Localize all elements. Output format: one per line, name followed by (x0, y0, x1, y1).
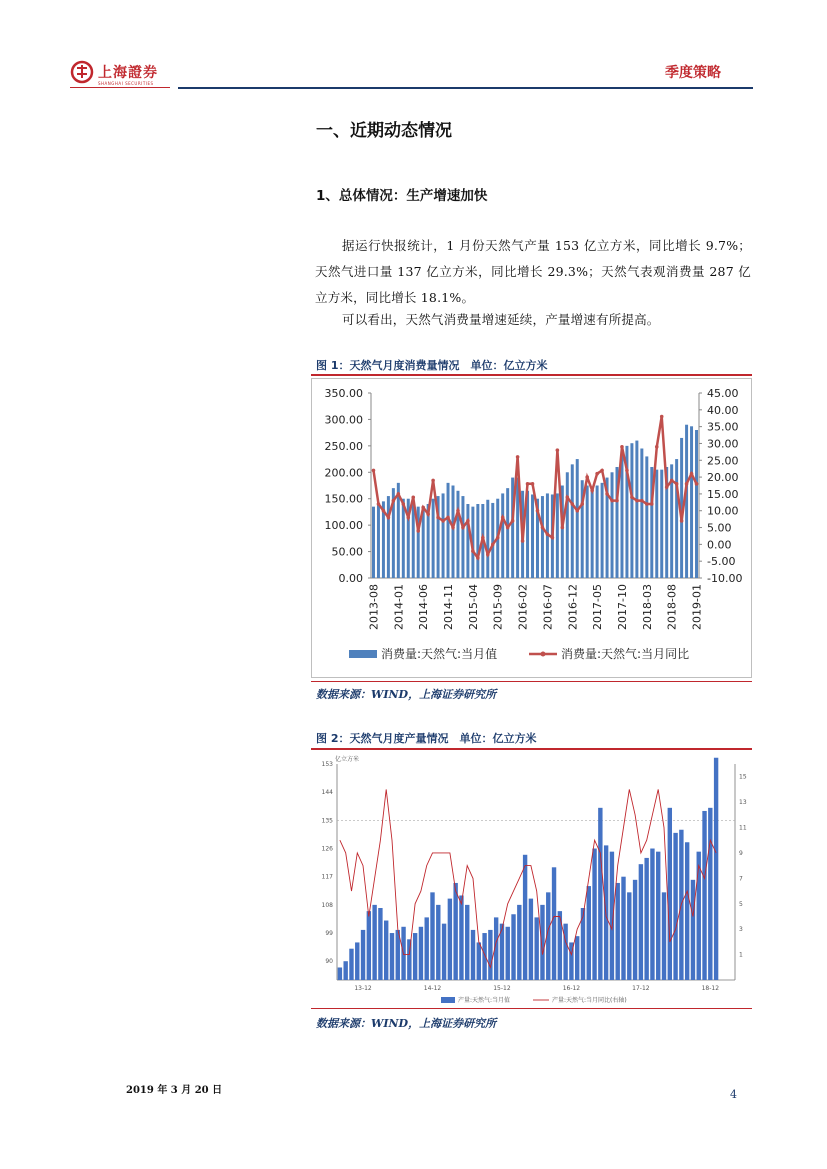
x-tick-label: 2014-06 (417, 584, 431, 630)
x-tick-label: 2016-02 (516, 584, 530, 630)
bar (419, 927, 423, 980)
y-left-tick: 300.00 (324, 413, 363, 427)
line-point (551, 536, 555, 540)
line-point (441, 519, 445, 523)
bar (465, 905, 469, 980)
section-subtitle: 1、总体情况：生产增速加快 (316, 188, 488, 204)
bar (413, 933, 417, 980)
bar (442, 493, 445, 578)
bar (668, 808, 672, 980)
bar (372, 905, 376, 980)
line-point (680, 519, 684, 523)
y-left-tick: 100.00 (324, 519, 363, 533)
bar (338, 967, 342, 980)
line-point (466, 519, 470, 523)
bar (675, 459, 678, 578)
line-point (590, 489, 594, 493)
bar (685, 425, 688, 578)
line-point (402, 502, 406, 506)
y-right-tick: 1 (739, 951, 743, 959)
bar (630, 443, 633, 578)
legend-swatch-point (541, 652, 546, 657)
line-point (476, 556, 480, 560)
line-point (605, 492, 609, 496)
y-left-tick: 126 (321, 845, 333, 853)
y-left-tick: 135 (321, 817, 333, 825)
line-point (471, 549, 475, 553)
line-point (556, 448, 560, 452)
x-tick-label: 2015-04 (466, 584, 480, 630)
bar (702, 811, 706, 980)
bar (697, 852, 701, 980)
legend-label-line: 产量:天然气:当月同比(右轴) (552, 997, 627, 1004)
bar (447, 483, 450, 578)
y-right-tick: -5.00 (707, 555, 736, 569)
bar (488, 930, 492, 980)
x-tick-label: 14-12 (423, 985, 442, 992)
bar (645, 456, 648, 578)
bar (596, 486, 599, 579)
x-tick-label: 2014-11 (442, 584, 456, 630)
line-point (645, 502, 649, 506)
figure-1-rule (311, 374, 752, 376)
y-right-tick: 20.00 (707, 471, 739, 485)
bar (552, 867, 556, 980)
line-point (506, 526, 510, 530)
line-point (665, 485, 669, 489)
y-right-tick: 15 (739, 773, 747, 781)
line-point (566, 495, 570, 499)
bar (412, 504, 415, 578)
line-point (491, 543, 495, 547)
bar (367, 911, 371, 980)
line-point (650, 502, 654, 506)
paragraph-1: 据运行快报统计，1 月份天然气产量 153 亿立方米，同比增长 9.7%；天然气进口量 137 亿立方米，同比增长 29.3%；天然气表观消费量 287 亿立方米，同比增长 18.1%。 (315, 238, 751, 305)
bar (640, 449, 643, 579)
figure-2-source: 数据来源：WIND，上海证券研究所 (316, 1017, 497, 1030)
line-point (481, 536, 485, 540)
bar (685, 842, 689, 980)
y-left-tick: 350.00 (324, 387, 363, 400)
y-left-unit: 亿立方米 (335, 756, 360, 763)
legend-label-bar: 产量:天然气:当月值 (458, 997, 511, 1004)
y-left-tick: 50.00 (331, 545, 363, 559)
bar (556, 493, 559, 578)
bar (402, 499, 405, 578)
y-left-tick: 108 (321, 901, 333, 909)
bar (501, 493, 504, 578)
bar (486, 500, 489, 578)
y-right-tick: 5.00 (707, 521, 732, 535)
line-point (436, 516, 440, 520)
figure-2-title: 图 2：天然气月度产量情况 单位：亿立方米 (316, 732, 537, 745)
line-point (382, 509, 386, 513)
y-right-tick: 3 (739, 926, 743, 934)
line-point (561, 526, 565, 530)
line-point (392, 499, 396, 503)
line-point (685, 482, 689, 486)
x-tick-label: 2019-01 (690, 584, 704, 630)
bar (477, 942, 481, 980)
legend-swatch-bar (441, 997, 455, 1003)
bar (616, 883, 620, 980)
line-point (585, 475, 589, 479)
y-left-tick: 250.00 (324, 439, 363, 453)
y-right-tick: 45.00 (707, 387, 739, 400)
line-point (377, 502, 381, 506)
bar (491, 503, 494, 578)
line-point (610, 499, 614, 503)
footer-date: 2019 年 3 月 20 日 (126, 1085, 223, 1096)
y-right-tick: 5 (739, 900, 743, 908)
line-point (446, 516, 450, 520)
bar (384, 921, 388, 980)
x-tick-label: 2018-03 (640, 584, 654, 630)
bar (448, 899, 452, 980)
line-point (397, 492, 401, 496)
bar (343, 961, 347, 980)
bar (673, 833, 677, 980)
bar (662, 892, 666, 980)
bar (523, 855, 527, 980)
line-point (600, 469, 604, 473)
bar (633, 880, 637, 980)
line-point (536, 509, 540, 513)
y-left-tick: 200.00 (324, 466, 363, 480)
bar (372, 507, 375, 578)
line-point (501, 516, 505, 520)
line-point (456, 509, 460, 513)
figure-1-source: 数据来源：WIND，上海证券研究所 (316, 688, 497, 701)
line-point (690, 472, 694, 476)
bar (461, 496, 464, 578)
section-title: 一、近期动态情况 (316, 121, 452, 141)
y-right-tick: 30.00 (707, 437, 739, 451)
bar (627, 892, 631, 980)
x-tick-label: 2015-09 (491, 584, 505, 630)
line-point (521, 539, 525, 543)
y-left-tick: 90 (325, 958, 333, 966)
bar (611, 472, 614, 578)
bar (349, 949, 353, 980)
y-right-tick: 7 (739, 875, 743, 883)
logo-text: 上海證券 (98, 65, 158, 81)
logo-subtext: SHANGHAI SECURITIES (98, 81, 154, 86)
bar (506, 488, 509, 578)
bar (690, 426, 693, 578)
chart-production (311, 752, 752, 1006)
bar (476, 504, 479, 578)
chart-consumption (311, 378, 752, 678)
bar (586, 486, 589, 579)
legend-swatch-bar (349, 650, 377, 658)
bar (540, 905, 544, 980)
bar (575, 936, 579, 980)
line-point (620, 445, 624, 449)
bar (635, 441, 638, 578)
line-point (461, 526, 465, 530)
figure-1-rule-bottom (311, 681, 752, 682)
y-left-tick: 117 (321, 873, 333, 881)
line-point (580, 502, 584, 506)
y-right-tick: 40.00 (707, 403, 739, 417)
bar (695, 430, 698, 578)
bar (541, 496, 544, 578)
bar (531, 494, 534, 578)
bar (517, 905, 521, 980)
line-point (516, 455, 520, 459)
line-point (695, 482, 699, 486)
x-tick-label: 2016-12 (566, 584, 580, 630)
y-right-tick: -10.00 (707, 572, 743, 585)
line-point (451, 526, 455, 530)
bar (459, 895, 463, 980)
y-right-tick: 9 (739, 849, 743, 857)
line-point (431, 479, 435, 483)
line-point (511, 519, 515, 523)
bar (581, 908, 585, 980)
bar (456, 491, 459, 578)
bar (387, 496, 390, 578)
legend-label-bar: 消费量:天然气:当月值 (381, 647, 498, 661)
line-point (595, 472, 599, 476)
bar (639, 864, 643, 980)
bar (691, 880, 695, 980)
header-rule-red (70, 87, 170, 88)
bar (601, 483, 604, 578)
bar (576, 459, 579, 578)
x-tick-label: 2014-01 (392, 584, 406, 630)
line-point (416, 529, 420, 533)
y-right-tick: 35.00 (707, 420, 739, 434)
line-point (426, 512, 430, 516)
line-point (421, 506, 425, 510)
line-point (615, 499, 619, 503)
bar (407, 939, 411, 980)
bar (592, 849, 596, 980)
x-tick-label: 17-12 (632, 985, 650, 992)
line-point (575, 509, 579, 513)
bar (378, 908, 382, 980)
page-number: 4 (730, 1088, 737, 1101)
bar (361, 930, 365, 980)
bar (534, 917, 538, 980)
report-type: 季度策略 (665, 65, 721, 81)
bar (660, 470, 663, 578)
line-point (411, 495, 415, 499)
legend-label-line: 消费量:天然气:当月同比 (561, 647, 690, 661)
x-tick-label: 2018-08 (665, 584, 679, 630)
bar (511, 914, 515, 980)
bar (656, 852, 660, 980)
bar (432, 499, 435, 578)
y-left-tick: 0.00 (338, 572, 363, 585)
line-point (675, 482, 679, 486)
bar (563, 924, 567, 980)
bar (650, 849, 654, 980)
line-point (635, 499, 639, 503)
bar (466, 504, 469, 578)
y-left-tick: 99 (325, 930, 333, 938)
bar (482, 933, 486, 980)
x-tick-label: 18-12 (701, 985, 720, 992)
line-point (570, 502, 574, 506)
bar (598, 808, 602, 980)
bar (471, 930, 475, 980)
y-left-tick: 144 (321, 789, 333, 797)
y-right-tick: 25.00 (707, 454, 739, 468)
line-point (531, 482, 535, 486)
y-left-tick: 153 (321, 761, 333, 768)
bar (390, 933, 394, 980)
bar (714, 758, 718, 980)
line-point (526, 482, 530, 486)
line-point (406, 516, 410, 520)
line-point (670, 479, 674, 483)
line-point (630, 495, 634, 499)
bar (621, 877, 625, 980)
line-point (655, 445, 659, 449)
x-tick-label: 13-12 (354, 985, 372, 992)
header-rule (178, 87, 753, 89)
y-right-tick: 13 (739, 799, 747, 807)
line-point (625, 469, 629, 473)
line-point (541, 526, 545, 530)
bar (442, 924, 446, 980)
x-tick-label: 2013-08 (367, 584, 381, 630)
bar (591, 488, 594, 578)
bar (571, 464, 574, 578)
bar (453, 883, 457, 980)
bar (708, 808, 712, 980)
bar (452, 486, 455, 579)
bar (529, 899, 533, 980)
x-tick-label: 2017-10 (615, 584, 629, 630)
y-left-tick: 150.00 (324, 492, 363, 506)
bar (506, 927, 510, 980)
x-tick-label: 2016-07 (541, 584, 555, 630)
paragraph-2: 可以看出，天然气消费量增速延续，产量增速有所提高。 (342, 312, 660, 327)
figure-2-rule (311, 748, 752, 750)
figure-1-title: 图 1：天然气月度消费量情况 单位：亿立方米 (316, 359, 548, 372)
bar (566, 472, 569, 578)
x-tick-label: 2017-05 (591, 584, 605, 630)
y-right-tick: 0.00 (707, 538, 732, 552)
bar (430, 892, 434, 980)
bar (644, 858, 648, 980)
line-point (372, 469, 376, 473)
bar (425, 917, 429, 980)
figure-2-rule-bottom (311, 1008, 752, 1009)
bar (655, 470, 658, 578)
line-point (546, 532, 550, 536)
bar (355, 942, 359, 980)
x-tick-label: 15-12 (493, 985, 511, 992)
line-point (660, 415, 664, 419)
y-right-tick: 15.00 (707, 487, 739, 501)
x-tick-label: 16-12 (562, 985, 581, 992)
bar (587, 886, 591, 980)
y-right-tick: 10.00 (707, 504, 739, 518)
line-point (387, 516, 391, 520)
line-point (496, 536, 500, 540)
line-point (640, 499, 644, 503)
bar (377, 505, 380, 578)
bar (436, 905, 440, 980)
y-right-tick: 11 (739, 824, 747, 832)
line-point (486, 553, 490, 557)
